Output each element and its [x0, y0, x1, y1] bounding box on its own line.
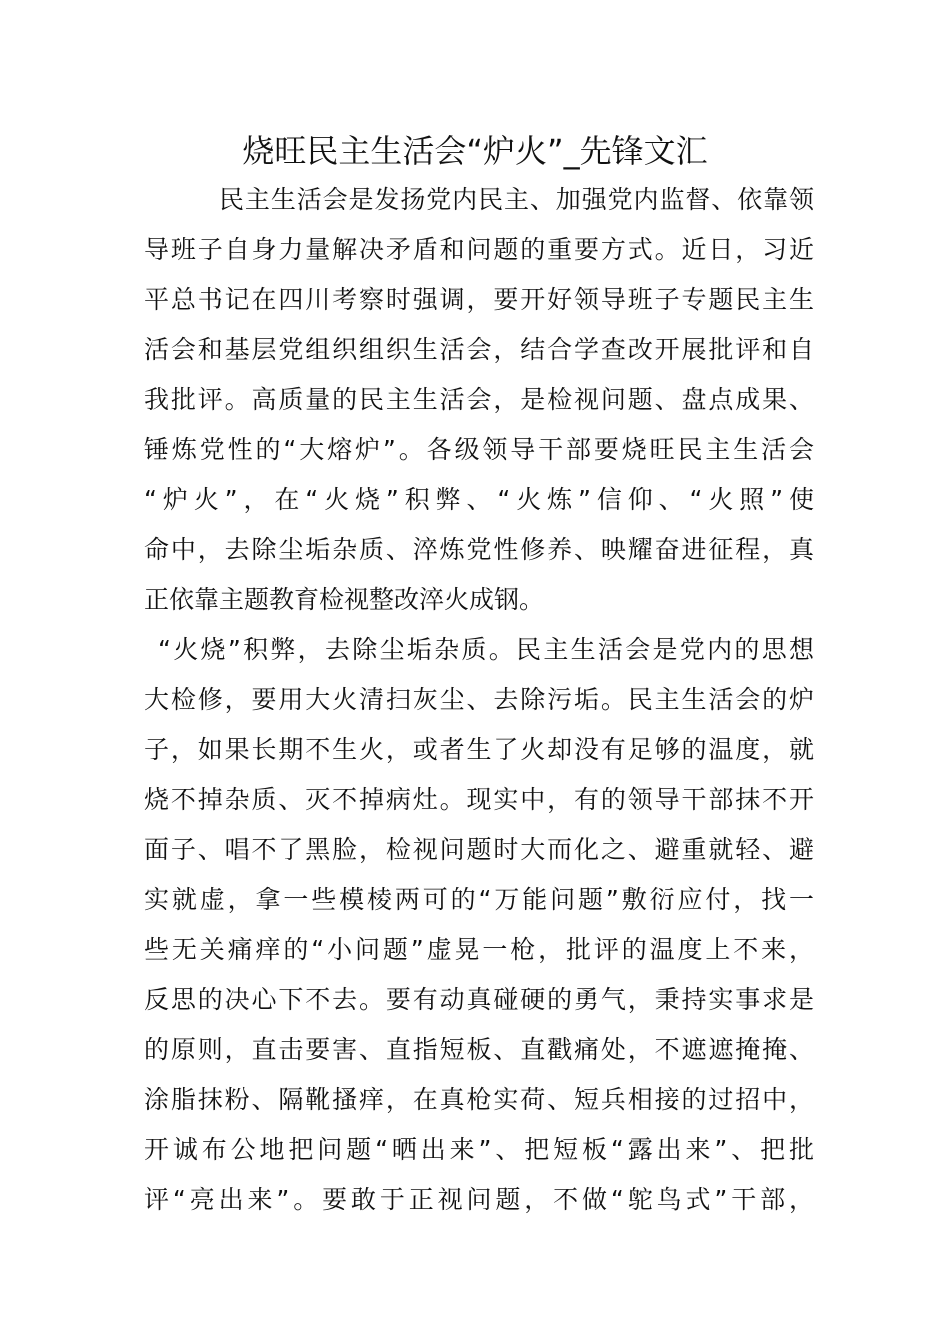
paragraph-line: 锤炼党性的“大熔炉”。各级领导干部要烧旺民主生活会 [144, 435, 814, 464]
paragraph-line: “炉火”，在“火烧”积弊、“火炼”信仰、“火照”使 [144, 485, 814, 514]
paragraph-line: 我批评。高质量的民主生活会，是检视问题、盘点成果、 [144, 385, 814, 414]
paragraph-line: 烧不掉杂质、灭不掉病灶。现实中，有的领导干部抹不开 [144, 785, 814, 814]
paragraph-line: 导班子自身力量解决矛盾和问题的重要方式。近日，习近 [144, 235, 814, 264]
paragraph-line: 实就虚，拿一些模棱两可的“万能问题”敷衍应付，找一 [144, 885, 814, 914]
paragraph-line: 涂脂抹粉、隔靴搔痒，在真枪实荷、短兵相接的过招中， [144, 1085, 814, 1114]
paragraph-line: 正依靠主题教育检视整改淬火成钢。 [144, 585, 545, 614]
paragraph-line: 大检修，要用大火清扫灰尘、去除污垢。民主生活会的炉 [144, 685, 814, 714]
paragraph-line: 命中，去除尘垢杂质、淬炼党性修养、映耀奋进征程，真 [144, 535, 814, 564]
paragraph-line: 平总书记在四川考察时强调，要开好领导班子专题民主生 [144, 285, 814, 314]
paragraph-line: 反思的决心下不去。要有动真碰硬的勇气，秉持实事求是 [144, 985, 814, 1014]
paragraph-line: 的原则，直击要害、直指短板、直戳痛处，不遮遮掩掩、 [144, 1035, 814, 1064]
document-title: 烧旺民主生活会“炉火”_先锋文汇 [242, 132, 708, 170]
paragraph-line: 些无关痛痒的“小问题”虚晃一枪，批评的温度上不来， [144, 935, 814, 964]
paragraph-line: 开诚布公地把问题“晒出来”、把短板“露出来”、把批 [144, 1135, 814, 1164]
paragraph-line: 面子、唱不了黑脸，检视问题时大而化之、避重就轻、避 [144, 835, 814, 864]
paragraph-line: 活会和基层党组织组织生活会，结合学查改开展批评和自 [144, 335, 814, 364]
paragraph-line: 评“亮出来”。要敢于正视问题，不做“鸵鸟式”干部， [144, 1185, 814, 1214]
paragraph-line: “火烧”积弊，去除尘垢杂质。民主生活会是党内的思想 [158, 635, 814, 664]
paragraph-line: 子，如果长期不生火，或者生了火却没有足够的温度，就 [144, 735, 814, 764]
paragraph-line: 民主生活会是发扬党内民主、加强党内监督、依靠领 [219, 185, 814, 214]
